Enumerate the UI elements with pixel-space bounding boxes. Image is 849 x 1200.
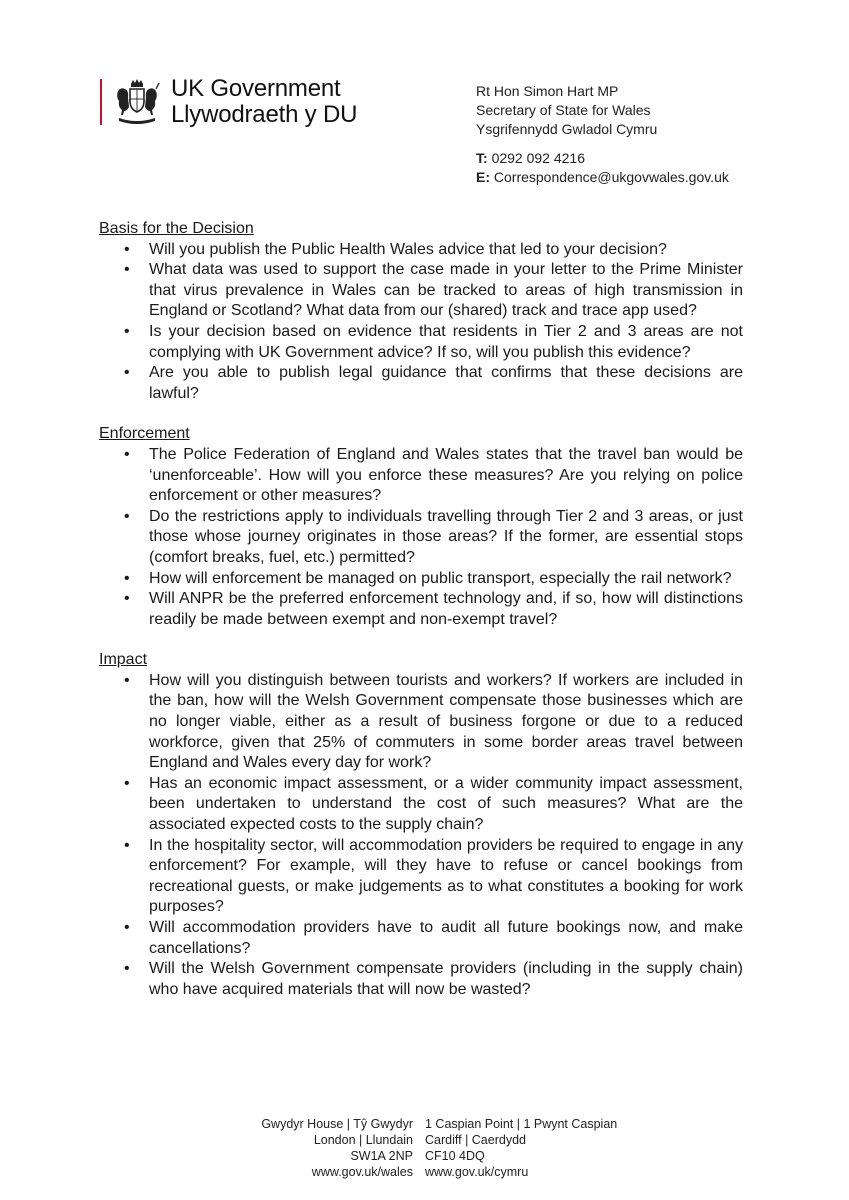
email-address: Correspondence@ukgovwales.gov.uk [493,169,729,185]
sender-name: Rt Hon Simon Hart MP [476,83,619,99]
phone-line [476,149,729,168]
list-item-text: Are you able to publish legal guidance that confirms that these decisions are lawful? [149,364,743,402]
bullet-icon: • [124,671,130,689]
list-item [99,240,743,261]
question-list [99,240,743,405]
footer-line: Cardiff | Caerdydd [425,1133,526,1147]
phone-label: T: [476,150,488,166]
list-item-text: Do the restrictions apply to individuals travelling through Tier 2 and 3 areas, or just those whose journey originates in those areas? If the former, are essential stops (comfort breaks, fuel, etc.) permitted? [149,507,743,566]
bullet-icon: • [124,240,130,258]
list-item-text: Has an economic impact assessment, or a wider community impact assessment, been undertaken to understand the cost of such measures? What are the associated expected costs to the supply chain? [149,774,743,834]
list-item [99,836,743,918]
sender-block [476,82,657,139]
footer-line: London | Llundain [313,1133,413,1147]
list-item [99,507,743,569]
phone-number: 0292 092 4216 [491,150,585,166]
list-item-text: How will you distinguish between tourists and workers? If workers are included in the ban, how will the Welsh Government compensate those businesses which are no longer viable, either as a result of business forgone or due to a reduced workforce, given that 25% of commuters in some border areas travel between England and Wales every day for work? [149,671,743,772]
footer-cardiff-address [425,1116,617,1180]
list-item [99,260,743,322]
list-item-text: Will the Welsh Government compensate providers (including in the supply chain) who have acquired materials that will now be wasted? [149,960,743,998]
bullet-icon: • [124,960,130,978]
bullet-icon: • [124,919,130,936]
section-title: Impact [99,651,148,669]
organisation-name-cy: Llywodraeth y DU [171,101,358,128]
sender-title-cy: Ysgrifennydd Gwladol Cymru [476,121,658,137]
bullet-icon: • [124,836,130,854]
footer-line: 1 Caspian Point | 1 Pwynt Caspian [425,1117,618,1131]
list-item-text: The Police Federation of England and Wales states that the travel ban would be ‘unenforceable’. How will you enforce these measures? Are you relying on police enforcement or other measures? [149,445,743,505]
organisation-name-en: UK Government [171,75,341,102]
list-item [99,774,743,836]
footer-line: Gwydyr House | Tŷ Gwydyr [261,1117,413,1131]
letterhead-brand [100,77,357,127]
brand-accent-bar [100,79,102,125]
list-item [99,363,743,404]
email-line [476,168,729,187]
list-item-text: Will you publish the Public Health Wales advice that led to your decision? [149,240,667,258]
bullet-icon: • [124,322,130,340]
list-item [99,918,743,959]
email-label: E: [476,169,490,185]
organisation-name [171,76,357,128]
bullet-icon: • [124,261,130,279]
list-item-text: What data was used to support the case made in your letter to the Prime Minister that virus prevalence in Wales can be tracked to areas of high transmission in England or Scotland? What data from our (shared) track and trace app used? [149,261,743,320]
footer-line: SW1A 2NP [350,1149,413,1163]
bullet-icon: • [124,569,130,587]
letter-body [99,219,743,1000]
list-item-text: In the hospitality sector, will accommodation providers be required to engage in any enforcement? For example, will they have to refuse or cancel bookings from recreational guests, or make judgements as to what constitutes a booking for work purposes? [149,836,743,916]
section-basis [99,219,743,404]
question-list [99,671,743,1001]
bullet-icon: • [124,590,130,608]
section-title: Basis for the Decision [99,220,254,237]
bullet-icon: • [124,445,130,463]
list-item-text: Will ANPR be the preferred enforcement technology and, if so, how will distinctions readily be made between exempt and non-exempt travel? [149,590,743,628]
footer-london-address [261,1116,413,1180]
list-item [99,671,743,774]
section-impact [99,650,743,1000]
section-enforcement [99,424,743,630]
list-item [99,959,743,1000]
footer-link-wales[interactable]: www.gov.uk/wales [311,1165,413,1179]
bullet-icon: • [124,507,130,525]
footer-link-cymru[interactable]: www.gov.uk/cymru [425,1165,529,1179]
bullet-icon: • [124,364,130,382]
list-item-text: How will enforcement be managed on public transport, especially the rail network? [149,569,732,587]
sender-title-en: Secretary of State for Wales [476,102,651,118]
list-item [99,445,743,507]
section-title: Enforcement [99,425,190,443]
list-item [99,589,743,630]
list-item [99,569,743,590]
list-item-text: Will accommodation providers have to audit all future bookings now, and make cancellations? [149,919,743,957]
bullet-icon: • [124,774,130,792]
list-item-text: Is your decision based on evidence that residents in Tier 2 and 3 areas are not complying with UK Government advice? If so, will you publish this evidence? [149,322,743,361]
royal-coat-of-arms-icon [112,77,162,127]
footer-line: CF10 4DQ [425,1149,485,1163]
list-item [99,322,743,363]
contact-block [476,149,729,187]
question-list [99,445,743,630]
